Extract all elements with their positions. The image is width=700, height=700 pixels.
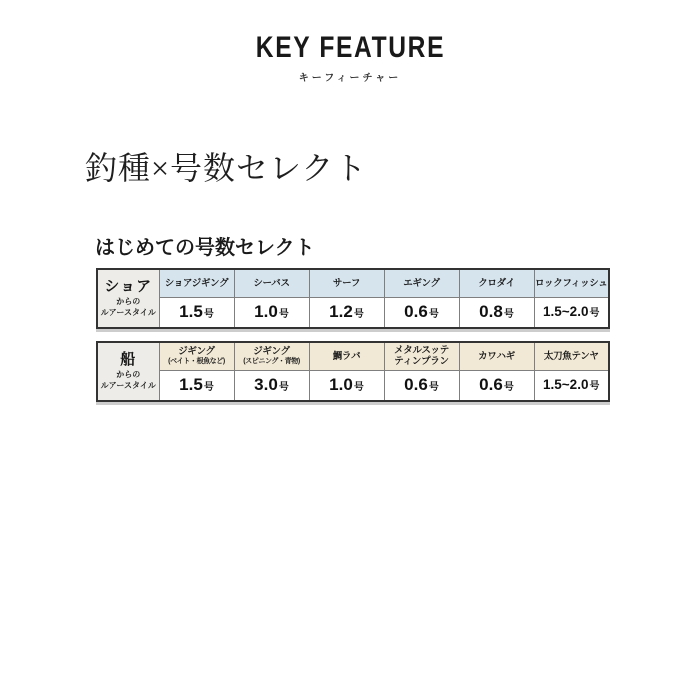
size-value-cell: [384, 370, 459, 401]
size-value: 3.0: [254, 375, 278, 395]
size-value-cell: [459, 370, 534, 401]
row-header-boat: [97, 342, 159, 401]
size-table-shore: [96, 268, 610, 329]
row-header-shore: [97, 269, 159, 328]
column-label-line2: ティンプラン: [394, 356, 449, 368]
column-label: エギング: [403, 277, 440, 289]
row-header-sub: からの: [116, 296, 141, 306]
size-table-boat: [96, 341, 610, 402]
size-unit: 号: [278, 309, 289, 321]
column-label: 太刀魚テンヤ: [543, 350, 599, 362]
column-header: [234, 269, 309, 297]
column-label: ショアジギング: [164, 277, 229, 289]
size-unit: 号: [503, 309, 514, 321]
size-value: 1.0: [254, 302, 278, 322]
size-value: 0.6: [404, 302, 428, 322]
column-sublabel: (ベイト・根魚など): [168, 357, 225, 365]
size-value-cell: [159, 297, 234, 328]
size-unit: 号: [503, 382, 514, 394]
size-value-cell: [159, 370, 234, 401]
size-value-cell: [309, 297, 384, 328]
size-value: 0.6: [479, 375, 503, 395]
size-value: 1.5: [179, 375, 203, 395]
size-value-cell: [534, 370, 609, 401]
size-unit: 号: [589, 381, 600, 393]
column-sublabel: (スピニング・青物): [243, 357, 300, 365]
column-header: [534, 269, 609, 297]
page-title: KEY FEATURE: [255, 31, 445, 64]
row-header-main: ショア: [104, 278, 153, 296]
size-unit: 号: [428, 309, 439, 321]
size-value: 1.0: [329, 375, 353, 395]
table-heading: はじめての号数セレクト: [95, 237, 315, 259]
size-value-cell: [234, 297, 309, 328]
column-label: ロックフィッシュ: [535, 277, 608, 289]
column-label: カワハギ: [478, 350, 515, 362]
column-header: [309, 342, 384, 370]
column-header: [234, 342, 309, 370]
size-value: 1.5~2.0: [543, 304, 589, 320]
size-unit: 号: [353, 382, 364, 394]
hero-header: [0, 31, 700, 84]
size-value-cell: [384, 297, 459, 328]
page-subtitle: キーフィーチャー: [298, 73, 402, 84]
column-header: [534, 342, 609, 370]
size-unit: 号: [589, 308, 600, 320]
row-header-sub: ルアースタイル: [100, 380, 156, 390]
column-label: ジギング: [178, 346, 215, 358]
size-select-tables: [96, 268, 610, 402]
column-label: メタルスッテ: [394, 344, 449, 356]
size-unit: 号: [203, 382, 214, 394]
size-unit: 号: [428, 382, 439, 394]
size-value-cell: [309, 370, 384, 401]
size-unit: 号: [203, 309, 214, 321]
size-unit: 号: [278, 382, 289, 394]
column-label: サーフ: [332, 277, 361, 289]
row-header-sub: からの: [116, 369, 141, 379]
column-label: 鯛ラバ: [332, 350, 361, 362]
column-header: [459, 269, 534, 297]
section-title: 釣種×号数セレクト: [85, 150, 368, 186]
column-header: [159, 342, 234, 370]
size-unit: 号: [353, 309, 364, 321]
row-header-sub: ルアースタイル: [100, 307, 156, 317]
row-header-main: 船: [120, 351, 137, 369]
size-value: 1.5~2.0: [543, 377, 589, 393]
column-header: [159, 269, 234, 297]
size-value: 1.5: [179, 302, 203, 322]
column-label: ジギング: [253, 346, 290, 358]
size-value-cell: [234, 370, 309, 401]
column-header: [384, 342, 459, 370]
size-value: 0.6: [404, 375, 428, 395]
column-label: シーバス: [253, 277, 290, 289]
size-value: 0.8: [479, 302, 503, 322]
size-value: 1.2: [329, 302, 353, 322]
size-value-cell: [534, 297, 609, 328]
size-value-cell: [459, 297, 534, 328]
column-header: [384, 269, 459, 297]
column-label: クロダイ: [478, 277, 515, 289]
column-header: [309, 269, 384, 297]
column-header: [459, 342, 534, 370]
